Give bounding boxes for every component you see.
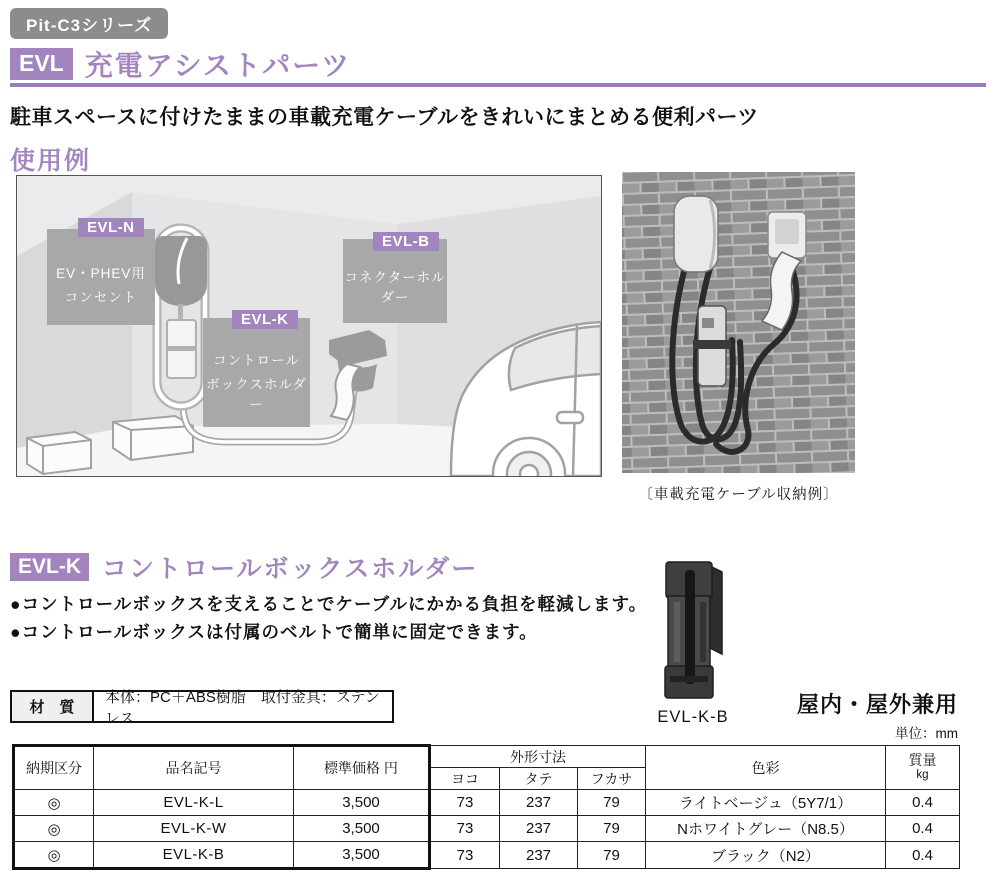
delivery-mark: ◎: [14, 816, 94, 842]
product-photo-evl-k-b: [652, 556, 734, 706]
usage-illustration: [16, 175, 602, 477]
scene-label-evl-k: EVL-K: [232, 310, 298, 329]
scene-box-evl-b: [343, 239, 447, 323]
material-label: 材 質: [12, 692, 94, 721]
product-color: Nホワイトグレー（N8.5）: [646, 816, 886, 842]
weight-label: 質量: [908, 752, 937, 769]
feature-bullet-1: ●コントロールボックスを支えることでケーブルにかかる負担を軽減します。: [10, 594, 648, 614]
table-row: [14, 816, 960, 842]
header-row-1: [14, 746, 960, 768]
storage-example-photo: [622, 172, 855, 473]
evl-code-badge: EVL: [10, 48, 73, 79]
scene-box-evl-k-line1: コントロール: [213, 352, 300, 368]
scene-box-evl-b-line1: コネクターホルダー: [344, 270, 446, 305]
product-name: EVL-K-L: [94, 790, 294, 816]
dim-height: 237: [500, 816, 578, 842]
spec-table: [12, 744, 960, 870]
col-header-name: 品名記号: [94, 746, 294, 790]
scene-box-evl-n-line2: コンセント: [64, 290, 138, 305]
scene-box-evl-k: [203, 318, 310, 427]
table-row: [14, 842, 960, 869]
unit-note: 単位：mm: [895, 726, 958, 741]
product-name: EVL-K-W: [94, 816, 294, 842]
col-header-width: ヨコ: [430, 768, 500, 790]
col-header-delivery: 納期区分: [14, 746, 94, 790]
table-row: [14, 790, 960, 816]
scene-label-evl-n: EVL-N: [78, 218, 144, 237]
evl-k-code-badge: EVL-K: [10, 553, 89, 581]
material-value: 本体：PC＋ABS樹脂 取付金具：ステンレス: [105, 688, 380, 727]
dim-width: 73: [430, 790, 500, 816]
product-caption: EVL-K-B: [657, 708, 729, 726]
photo-caption: 〔車載充電ケーブル収納例〕: [638, 487, 839, 503]
col-header-price: 標準価格 円: [294, 746, 430, 790]
dim-width: 73: [430, 816, 500, 842]
scene-box-evl-n: [47, 229, 155, 325]
col-header-height: タテ: [500, 768, 578, 790]
product-price: 3,500: [294, 842, 430, 869]
page-header: [10, 44, 351, 84]
dim-width: 73: [430, 842, 500, 869]
col-header-depth: フカサ: [578, 768, 646, 790]
scene-label-evl-b: EVL-B: [373, 232, 439, 251]
product-color: ブラック（N2）: [646, 842, 886, 869]
material-spec-box: [10, 688, 394, 727]
product-price: 3,500: [294, 816, 430, 842]
scene-box-evl-k-line2: ボックスホルダー: [206, 376, 307, 412]
usage-example-heading: 使用例: [10, 147, 92, 175]
dim-height: 237: [500, 790, 578, 816]
indoor-outdoor-note: 屋内・屋外兼用: [796, 692, 958, 717]
delivery-mark: ◎: [14, 790, 94, 816]
dim-depth: 79: [578, 842, 646, 869]
evl-k-section-header: [10, 549, 478, 585]
feature-bullets: [10, 590, 647, 647]
product-name: EVL-K-B: [94, 842, 294, 869]
dim-depth: 79: [578, 790, 646, 816]
col-header-dimensions: 外形寸法: [430, 746, 646, 768]
product-weight: 0.4: [886, 790, 960, 816]
product-weight: 0.4: [886, 842, 960, 869]
lead-text: 駐車スペースに付けたままの車載充電ケーブルをきれいにまとめる便利パーツ: [10, 106, 759, 129]
product-weight: 0.4: [886, 816, 960, 842]
weight-unit-label: kg: [916, 768, 929, 781]
product-color: ライトベージュ（5Y7/1）: [646, 790, 886, 816]
delivery-mark: ◎: [14, 842, 94, 869]
page-title: 充電アシストパーツ: [84, 50, 352, 81]
brick-wall-photo-drawing: [622, 172, 855, 473]
col-header-weight: [886, 746, 960, 790]
evl-k-section-title: コントロールボックスホルダー: [102, 555, 479, 583]
series-badge: Pit-C3シリーズ: [10, 8, 168, 39]
product-price: 3,500: [294, 790, 430, 816]
header-rule: [10, 83, 986, 87]
holder-product-drawing: [652, 556, 734, 706]
dim-depth: 79: [578, 816, 646, 842]
dim-height: 237: [500, 842, 578, 869]
col-header-color: 色彩: [646, 746, 886, 790]
feature-bullet-2: ●コントロールボックスは付属のベルトで簡単に固定できます。: [10, 622, 538, 643]
scene-box-evl-n-line1: EV・PHEV用: [56, 266, 146, 281]
